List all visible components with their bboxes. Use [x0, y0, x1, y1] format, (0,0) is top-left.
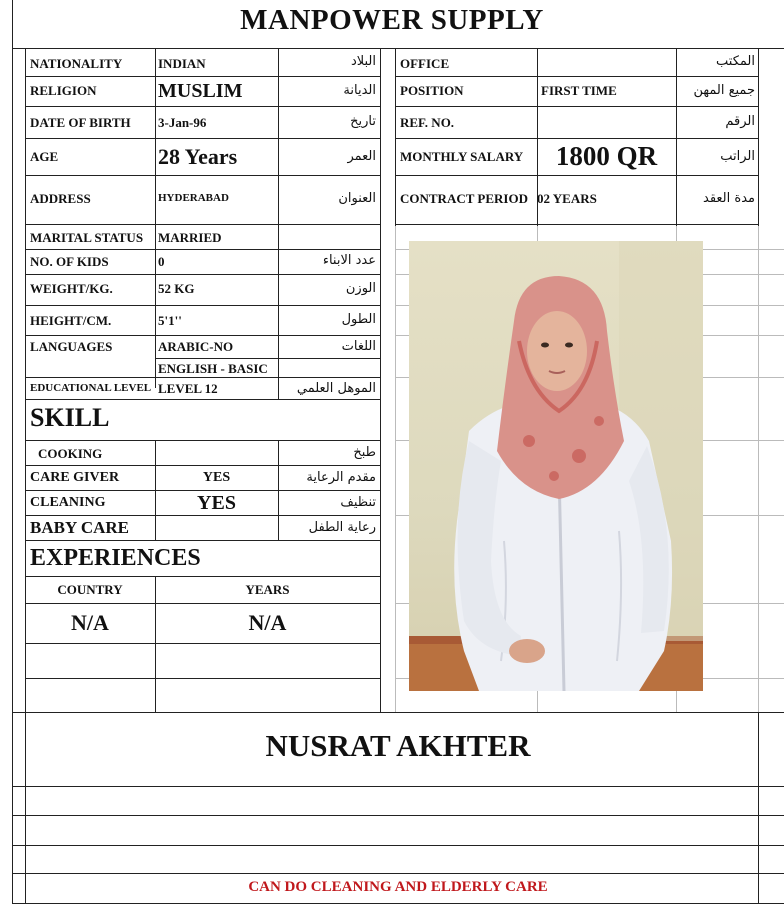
experiences-country-value: N/A	[71, 610, 109, 635]
languages-value-2: ENGLISH - BASIC	[158, 361, 268, 376]
position-label: POSITION	[400, 83, 464, 98]
languages-ar: اللغات	[341, 339, 376, 354]
marital-label: MARITAL STATUS	[30, 230, 144, 245]
kids-value: 0	[158, 254, 165, 269]
contract-ar: مدة العقد	[703, 191, 755, 206]
grid-line	[25, 224, 381, 225]
grid-line	[25, 305, 381, 306]
weight-label: WEIGHT/KG.	[30, 281, 113, 296]
weight-ar: الوزن	[345, 281, 376, 296]
dob-label: DATE OF BIRTH	[30, 115, 131, 130]
grid-line	[395, 138, 759, 139]
age-ar: العمر	[347, 149, 376, 164]
grid-line	[155, 48, 156, 388]
salary-ar: الراتب	[720, 149, 755, 164]
grid-line	[395, 226, 396, 712]
ref-ar: الرقم	[725, 114, 755, 129]
weight-value: 52 KG	[158, 281, 195, 296]
height-label: HEIGHT/CM.	[30, 313, 112, 328]
education-label: EDUCATIONAL LEVEL	[30, 382, 152, 394]
grid-line	[25, 274, 381, 275]
grid-line	[380, 48, 381, 712]
grid-line	[25, 515, 381, 516]
skill-cleaning-label: CLEANING	[30, 495, 106, 510]
office-ar: المكتب	[716, 54, 755, 69]
candidate-name: NUSRAT AKHTER	[265, 728, 531, 763]
nationality-label: NATIONALITY	[30, 56, 123, 71]
age-label: AGE	[30, 149, 59, 164]
contract-label: CONTRACT PERIOD	[400, 191, 528, 206]
grid-line	[155, 576, 156, 712]
experiences-years-header: YEARS	[245, 582, 290, 597]
grid-line	[395, 76, 759, 77]
grid-line	[25, 335, 381, 336]
divider	[12, 48, 784, 49]
grid-line	[25, 76, 381, 77]
grid-line	[25, 465, 381, 466]
grid-line	[25, 399, 381, 400]
experiences-years-value: N/A	[248, 610, 287, 635]
office-label: OFFICE	[400, 56, 450, 71]
skill-cooking-label: COOKING	[38, 446, 103, 461]
kids-ar: عدد الابناء	[322, 253, 376, 268]
grid-line	[395, 106, 759, 107]
kids-label: NO. OF KIDS	[30, 254, 109, 269]
grid-line	[25, 175, 381, 176]
skill-caregiver-label: CARE GIVER	[30, 470, 120, 485]
contract-value: 02 YEARS	[537, 191, 597, 206]
grid-line	[155, 358, 381, 359]
grid-line	[12, 903, 784, 904]
grid-line	[25, 576, 381, 577]
grid-line	[676, 48, 677, 226]
salary-value: 1800 QR	[555, 141, 658, 171]
grid-line	[12, 815, 784, 816]
skill-cooking-ar: طبخ	[353, 445, 376, 460]
languages-value-1: ARABIC-NO	[158, 339, 234, 354]
religion-value: MUSLIM	[158, 80, 243, 102]
grid-line	[25, 540, 381, 541]
marital-value: MARRIED	[158, 230, 222, 245]
religion-ar: الديانة	[343, 83, 376, 98]
skill-caregiver-ar: مقدم الرعاية	[306, 470, 376, 485]
dob-ar: تاريخ	[350, 114, 376, 129]
experiences-country-header: COUNTRY	[57, 582, 123, 597]
footer-note: CAN DO CLEANING AND ELDERLY CARE	[248, 879, 548, 895]
grid-line	[25, 490, 381, 491]
grid-line	[25, 678, 381, 679]
languages-label: LANGUAGES	[30, 339, 113, 354]
address-label: ADDRESS	[30, 191, 91, 206]
age-value: 28 Years	[158, 144, 238, 169]
grid-line	[758, 48, 759, 226]
grid-line	[25, 643, 381, 644]
grid-line	[395, 48, 396, 226]
grid-line	[395, 224, 759, 225]
skill-heading: SKILL	[30, 403, 110, 432]
experiences-heading: EXPERIENCES	[30, 545, 201, 571]
grid-line	[12, 845, 784, 846]
address-ar: العنوان	[338, 191, 376, 206]
height-ar: الطول	[341, 312, 376, 327]
grid-line	[25, 249, 381, 250]
page-title: MANPOWER SUPPLY	[240, 4, 544, 36]
grid-line	[25, 603, 381, 604]
grid-line	[12, 712, 784, 713]
position-ar: جميع المهن	[693, 83, 755, 98]
grid-line	[12, 786, 784, 787]
address-value: HYDERABAD	[158, 192, 229, 204]
dob-value: 3-Jan-96	[158, 115, 207, 130]
skill-cleaning-ar: تنظيف	[340, 495, 376, 510]
position-value: FIRST TIME	[541, 83, 617, 98]
grid-line	[12, 873, 784, 874]
grid-line	[25, 138, 381, 139]
grid-line	[758, 226, 759, 712]
grid-line	[25, 440, 381, 441]
skill-babycare-label: BABY CARE	[30, 518, 130, 537]
skill-caregiver-value: YES	[202, 470, 231, 485]
salary-label: MONTHLY SALARY	[400, 149, 524, 164]
candidate-photo	[409, 241, 703, 691]
grid-line	[25, 106, 381, 107]
grid-line	[25, 377, 381, 378]
ref-label: REF. NO.	[400, 115, 455, 130]
religion-label: RELIGION	[30, 83, 97, 98]
education-ar: الموهل العلمي	[296, 381, 376, 396]
nationality-ar: البلاد	[350, 54, 376, 69]
nationality-value: INDIAN	[158, 56, 206, 71]
grid-line	[395, 175, 759, 176]
education-value: LEVEL 12	[158, 381, 218, 396]
skill-babycare-ar: رعاية الطفل	[308, 520, 376, 535]
height-value: 5'1''	[158, 313, 182, 328]
skill-cleaning-value: YES	[197, 492, 236, 514]
